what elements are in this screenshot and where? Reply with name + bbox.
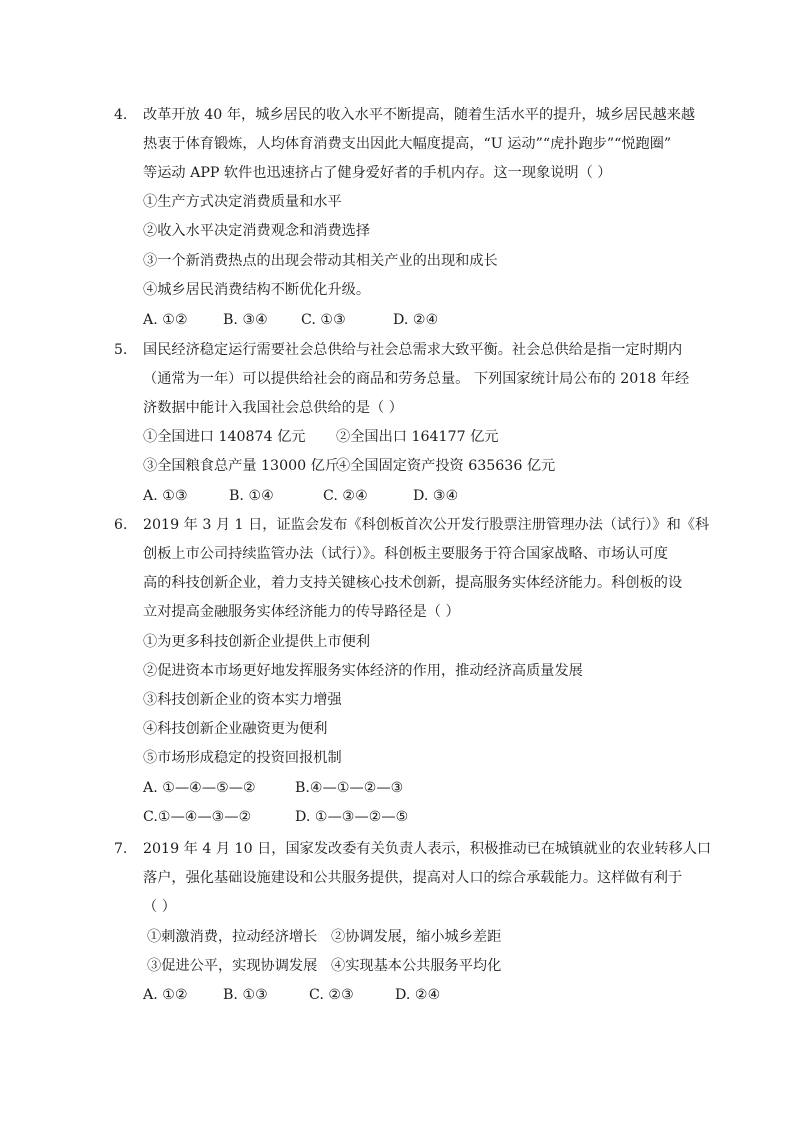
option-statement: ②全国出口 164177 亿元 xyxy=(336,429,499,445)
question-number: 4. xyxy=(114,107,128,123)
answer-choice-c: C.①—④—③—② xyxy=(143,809,252,825)
question-stem-line: （通常为一年）可以提供给社会的商品和劳务总量。 下列国家统计局公布的 2018 年经 xyxy=(143,371,690,387)
question-stem-line: 国民经济稳定运行需要社会总供给与社会总需求大致平衡。社会总供给是指一定时期内 xyxy=(143,342,683,358)
option-statement: ⑤市场形成稳定的投资回报机制 xyxy=(143,750,342,766)
option-statement: ②促进资本市场更好地发挥服务实体经济的作用，推动经济高质量发展 xyxy=(143,663,583,679)
option-statement: ①生产方式决定消费质量和水平 xyxy=(143,194,342,210)
answer-choice-b: B. ①③ xyxy=(223,987,268,1003)
answer-choice-a: A. ①③ xyxy=(143,488,188,504)
question-stem-line: 2019 年 3 月 1 日，证监会发布《科创板首次公开发行股票注册管理办法（试行）》和《科 xyxy=(143,517,710,533)
question-stem-line: 立对提高金融服务实体经济能力的传导路径是（ ） xyxy=(143,604,460,620)
option-statement: ④实现基本公共服务平均化 xyxy=(331,958,502,974)
option-statement: ③促进公平，实现协调发展 xyxy=(147,958,318,974)
answer-choice-b: B. ①④ xyxy=(229,488,274,504)
option-statement: ④科技创新企业融资更为便利 xyxy=(143,721,328,737)
option-statement: ③一个新消费热点的出现会带动其相关产业的出现和成长 xyxy=(143,253,498,269)
answer-choice-c: C. ②④ xyxy=(323,488,368,504)
answer-choice-b: B. ③④ xyxy=(223,312,268,328)
question-stem-line: 热衷于体育锻炼，人均体育消费支出因此大幅度提高，“U 运动”“虎扑跑步”“悦跑圈” xyxy=(143,136,672,152)
question-stem-line: 改革开放 40 年，城乡居民的收入水平不断提高，随着生活水平的提升，城乡居民越来越 xyxy=(143,107,696,123)
answer-choice-d: D. ②④ xyxy=(395,987,441,1003)
answer-choice-a: A. ①—④—⑤—② xyxy=(143,780,256,796)
option-statement: ②收入水平决定消费观念和消费选择 xyxy=(143,223,371,239)
option-statement: ②协调发展，缩小城乡差距 xyxy=(331,929,502,945)
question-stem-line: （ ） xyxy=(143,899,176,915)
answer-choice-d: D. ①—③—②—⑤ xyxy=(295,809,409,825)
question-stem-line: 落户，强化基础设施建设和公共服务提供，提高对人口的综合承载能力。这样做有利于 xyxy=(143,870,683,886)
answer-choice-a: A. ①② xyxy=(143,987,188,1003)
option-statement: ①刺激消费，拉动经济增长 xyxy=(147,929,318,945)
question-stem-line: 等运动 APP 软件也迅速挤占了健身爱好者的手机内存。这一现象说明（ ） xyxy=(143,165,612,181)
option-statement: ④城乡居民消费结构不断优化升级。 xyxy=(143,282,371,298)
question-number: 5. xyxy=(114,342,128,358)
answer-choice-c: C. ①③ xyxy=(301,312,346,328)
answer-choice-c: C. ②③ xyxy=(309,987,354,1003)
answer-choice-d: D. ③④ xyxy=(413,488,459,504)
answer-choice-a: A. ①② xyxy=(143,312,188,328)
question-stem-line: 济数据中能计入我国社会总供给的是（ ） xyxy=(143,400,403,416)
question-stem-line: 创板上市公司持续监管办法（试行）》。科创板主要服务于符合国家战略、市场认可度 xyxy=(143,546,668,562)
question-stem-line: 2019 年 4 月 10 日，国家发改委有关负责人表示，积极推动已在城镇就业的农业转移人口 xyxy=(143,841,712,857)
question-number: 7. xyxy=(114,841,128,857)
question-number: 6. xyxy=(114,517,128,533)
option-statement: ①为更多科技创新企业提供上市便利 xyxy=(143,634,371,650)
question-stem-line: 高的科技创新企业，着力支持关键核心技术创新，提高服务实体经济能力。科创板的设 xyxy=(143,575,683,591)
option-statement: ①全国进口 140874 亿元 xyxy=(143,429,306,445)
answer-choice-d: D. ②④ xyxy=(393,312,439,328)
option-statement: ③全国粮食总产量 13000 亿斤 xyxy=(143,458,340,474)
answer-choice-b: B.④—①—②—③ xyxy=(295,780,404,796)
option-statement: ③科技创新企业的资本实力增强 xyxy=(143,692,342,708)
option-statement: ④全国固定资产投资 635636 亿元 xyxy=(336,458,556,474)
